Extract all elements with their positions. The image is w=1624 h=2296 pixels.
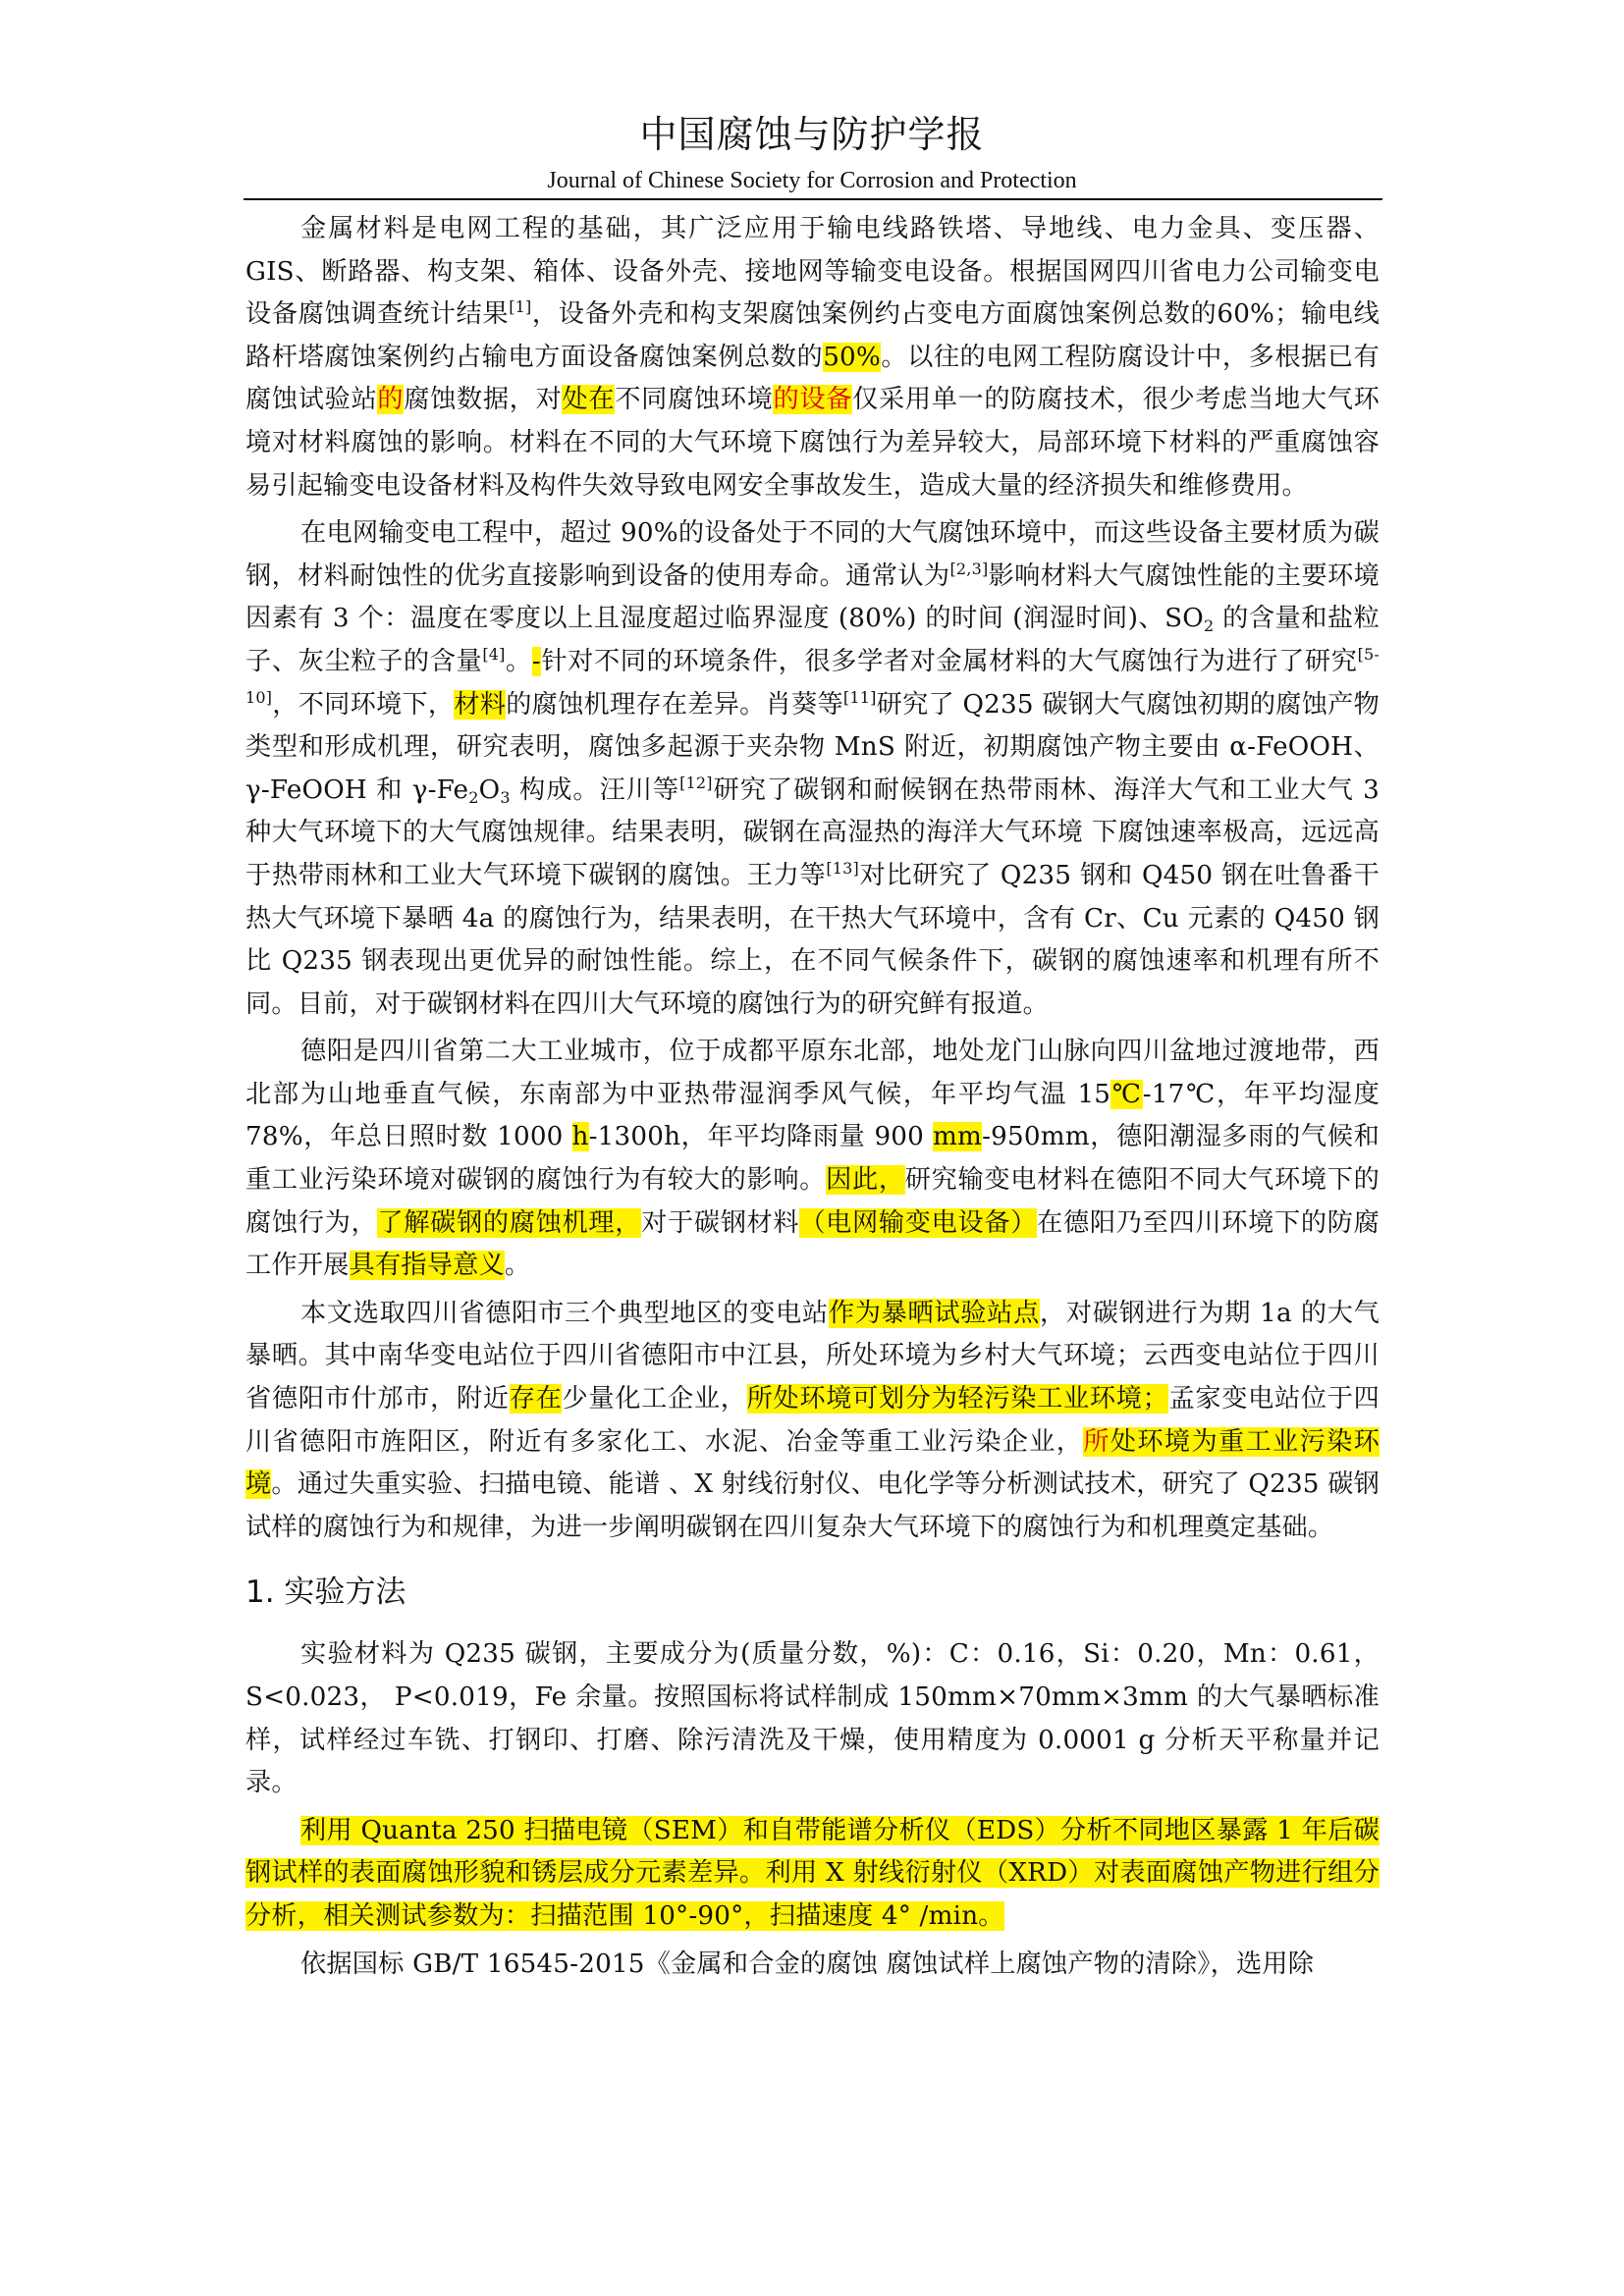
text-run: O: [478, 774, 501, 805]
text-run: 少量化工企业，: [562, 1384, 747, 1415]
journal-title: 中国腐蚀与防护学报: [639, 113, 985, 156]
text-run: 在德阳乃至四川环境下的防腐工作开展: [245, 1207, 1380, 1281]
text-run: 仅采用单一的防腐技术，很少考虑当地大气环境对材料腐蚀的影响。材料在不同的大气环境下腐蚀行为差异较大，局部环境下材料的严重腐蚀容易引起输变电设备材料及构件失效导致电网安全事故发生，造成大量的经济损失和维修费用。: [245, 385, 1380, 501]
text-run: 在电网输变电工程中，超过 90%的设备处于不同的大气腐蚀环境中，而这些设备主要材质为碳钢，材料耐蚀性的优劣直接影响到设备的使用寿命。通常认为: [245, 518, 1380, 591]
text-run: 。: [504, 1251, 531, 1281]
citation: [2,3]: [949, 559, 989, 578]
highlight: 材料: [454, 689, 507, 720]
text-run: -1300h，年平均降雨量 900: [588, 1122, 933, 1152]
text-run: ，对碳钢进行为期 1a 的大气暴晒。其中南华变电站位于四川省德阳市中江县，所处环境为乡村大气环境；云西变电站位于四川省德阳市什邡市，附近: [245, 1298, 1380, 1415]
highlight: 作为暴晒试验站点: [828, 1298, 1040, 1328]
text-run: 实验材料为 Q235 碳钢，主要成分为(质量分数，%)：C：0.16，Si：0.20，Mn：0.61，S<0.023， P<0.019，Fe 余量。按照国标将试样制成 150mm×70mm×3mm 的大气暴晒标准样，试样经过车铣、打钢印、打磨、除污清洗及干燥，使用精度为 0.0001 g 分析天平称量并记录。: [245, 1639, 1380, 1798]
paragraph-intro: [245, 208, 1380, 507]
highlight: 具有指导意义: [349, 1251, 505, 1281]
highlight: 处环境为重工业污染环境: [245, 1426, 1380, 1500]
citation: [4]: [482, 644, 506, 664]
subscript: 2: [1203, 616, 1215, 636]
header-rule: [244, 198, 1382, 200]
citation: [13]: [826, 858, 859, 878]
journal-subtitle: Journal of Chinese Society for Corrosion and Protection: [547, 168, 1077, 193]
paragraph-deyang: [245, 1031, 1380, 1288]
highlight: 处在: [562, 385, 616, 415]
highlight: h: [571, 1122, 589, 1152]
highlight: （电网输变电设备）: [799, 1207, 1038, 1238]
text-run: 的腐蚀机理存在差异。肖葵等: [506, 689, 843, 720]
highlight: mm: [933, 1122, 983, 1152]
highlight: 因此，: [826, 1165, 905, 1196]
highlight: 了解碳钢的腐蚀机理，: [377, 1207, 642, 1238]
subscript: 2: [468, 787, 479, 807]
text-run: -17℃，年平均湿度 78%，年总日照时数 1000: [245, 1079, 1380, 1152]
paragraph-sites: [245, 1293, 1380, 1550]
text-run: 孟家变电站位于四川省德阳市旌阳区，附近有多家化工、水泥、冶金等重工业污染企业，: [245, 1384, 1380, 1457]
highlight: -: [531, 646, 541, 676]
text-run: 依据国标 GB/T 16545-2015《金属和合金的腐蚀 腐蚀试样上腐蚀产物的清除》，选用除: [300, 1949, 1315, 1979]
text-run: 影响材料大气腐蚀性能的主要环境因素有 3 个：温度在零度以上且湿度超过临界湿度 (80%) 的时间 (润湿时间)、SO: [245, 561, 1380, 634]
text-run: 不同腐蚀环境: [615, 385, 774, 415]
highlight-red: 所: [1083, 1426, 1110, 1457]
highlight: 利用 Quanta 250 扫描电镜（SEM）和自带能谱分析仪（EDS）分析不同地区暴露 1 年后碳钢试样的表面腐蚀形貌和锈层成分元素差异。利用 X 射线衍射仪（XRD）对表面腐蚀产物进行组分分析，相关测试参数为：扫描范围 10°-90°，扫描速度 4° /min。: [245, 1815, 1380, 1931]
text-run: 研究了碳钢和耐候钢在热带雨林、海洋大气和工业大气 3 种大气环境下的大气腐蚀规律。结果表明，碳钢在高湿热的海洋大气环境 下腐蚀速率极高，远远高于热带雨林和工业大气环境下碳钢的腐蚀。王力等: [245, 774, 1380, 890]
text-run: 金属材料是电网工程的基础，其广泛应用于输电线路铁塔、导地线、电力金具、变压器、GIS、断路器、构支架、箱体、设备外壳、接地网等输变电设备。根据国网四川省电力公司输变电设备腐蚀调查统计结果: [245, 214, 1380, 330]
highlight-red: 的: [377, 385, 405, 415]
citation: [5-10]: [245, 644, 1380, 707]
highlight: 所处环境可划分为轻污染工业环境；: [746, 1384, 1169, 1415]
text-run: 本文选取四川省德阳市三个典型地区的变电站: [300, 1298, 829, 1328]
text-run: 。通过失重实验、扫描电镜、能谱 、X 射线衍射仪、电化学等分析测试技术，研究了 Q235 碳钢试样的腐蚀行为和规律，为进一步阐明碳钢在四川复杂大气环境下的腐蚀行为和机理奠定基础。: [245, 1469, 1380, 1542]
text-run: ，不同环境下，: [272, 689, 455, 720]
text-run: 。以往的电网工程防腐设计中，多根据已有腐蚀试验站: [245, 342, 1380, 415]
citation: [11]: [842, 687, 877, 707]
text-run: 研究了 Q235 碳钢大气腐蚀初期的腐蚀产物类型和形成机理，研究表明，腐蚀多起源于夹杂物 MnS 附近，初期腐蚀产物主要由 α-FeOOH、γ-FeOOH 和 γ-Fe: [245, 689, 1380, 805]
section-heading: 1. 实验方法: [245, 1575, 406, 1611]
text-run: 腐蚀数据，对: [404, 385, 563, 415]
paragraph-cleaning: [245, 1944, 1380, 1987]
text-run: -950mm，德阳潮湿多雨的气候和重工业污染环境对碳钢的腐蚀行为有较大的影响。: [245, 1122, 1380, 1196]
text-run: 的含量和盐粒子、灰尘粒子的含量: [245, 604, 1380, 676]
text-run: 德阳是四川省第二大工业城市，位于成都平原东北部，地处龙门山脉向四川盆地过渡地带，西北部为山地垂直气候，东南部为中亚热带湿润季风气候，年平均气温 15: [245, 1037, 1380, 1109]
text-run: 。: [505, 646, 532, 676]
text-run: ，设备外壳和构支架腐蚀案例约占变电方面腐蚀案例总数的60%；输电线路杆塔腐蚀案例约占输电方面设备腐蚀案例总数的: [245, 299, 1380, 372]
highlight: 50%: [823, 342, 881, 372]
paragraph-materials: [245, 1633, 1380, 1804]
text-run: 针对不同的环境条件，很多学者对金属材料的大气腐蚀行为进行了研究: [540, 646, 1358, 676]
citation: [12]: [679, 773, 713, 792]
highlight: 存在: [509, 1384, 563, 1415]
text-run: 研究输变电材料在德阳不同大气环境下的腐蚀行为，: [245, 1165, 1380, 1238]
text-run: 对比研究了 Q235 钢和 Q450 钢在吐鲁番干热大气环境下暴晒 4a 的腐蚀行为，结果表明，在干热大气环境中，含有 Cr、Cu 元素的 Q450 钢比 Q235 钢表现出更优异的耐蚀性能。综上，在不同气候条件下，碳钢的腐蚀速率和机理有所不同。目前，对于碳钢材料在四川大气环境的腐蚀行为的研究鲜有报道。: [245, 860, 1380, 1019]
article-body: [245, 208, 1380, 1986]
highlight-red: 的设备: [773, 385, 853, 415]
citation: [1]: [509, 297, 532, 317]
paragraph-background: [245, 512, 1380, 1026]
highlight: ℃: [1110, 1079, 1143, 1109]
text-run: 对于碳钢材料: [641, 1207, 800, 1238]
subscript: 3: [500, 787, 511, 807]
paragraph-sem-xrd: [245, 1810, 1380, 1939]
text-run: 构成。汪川等: [510, 774, 680, 805]
